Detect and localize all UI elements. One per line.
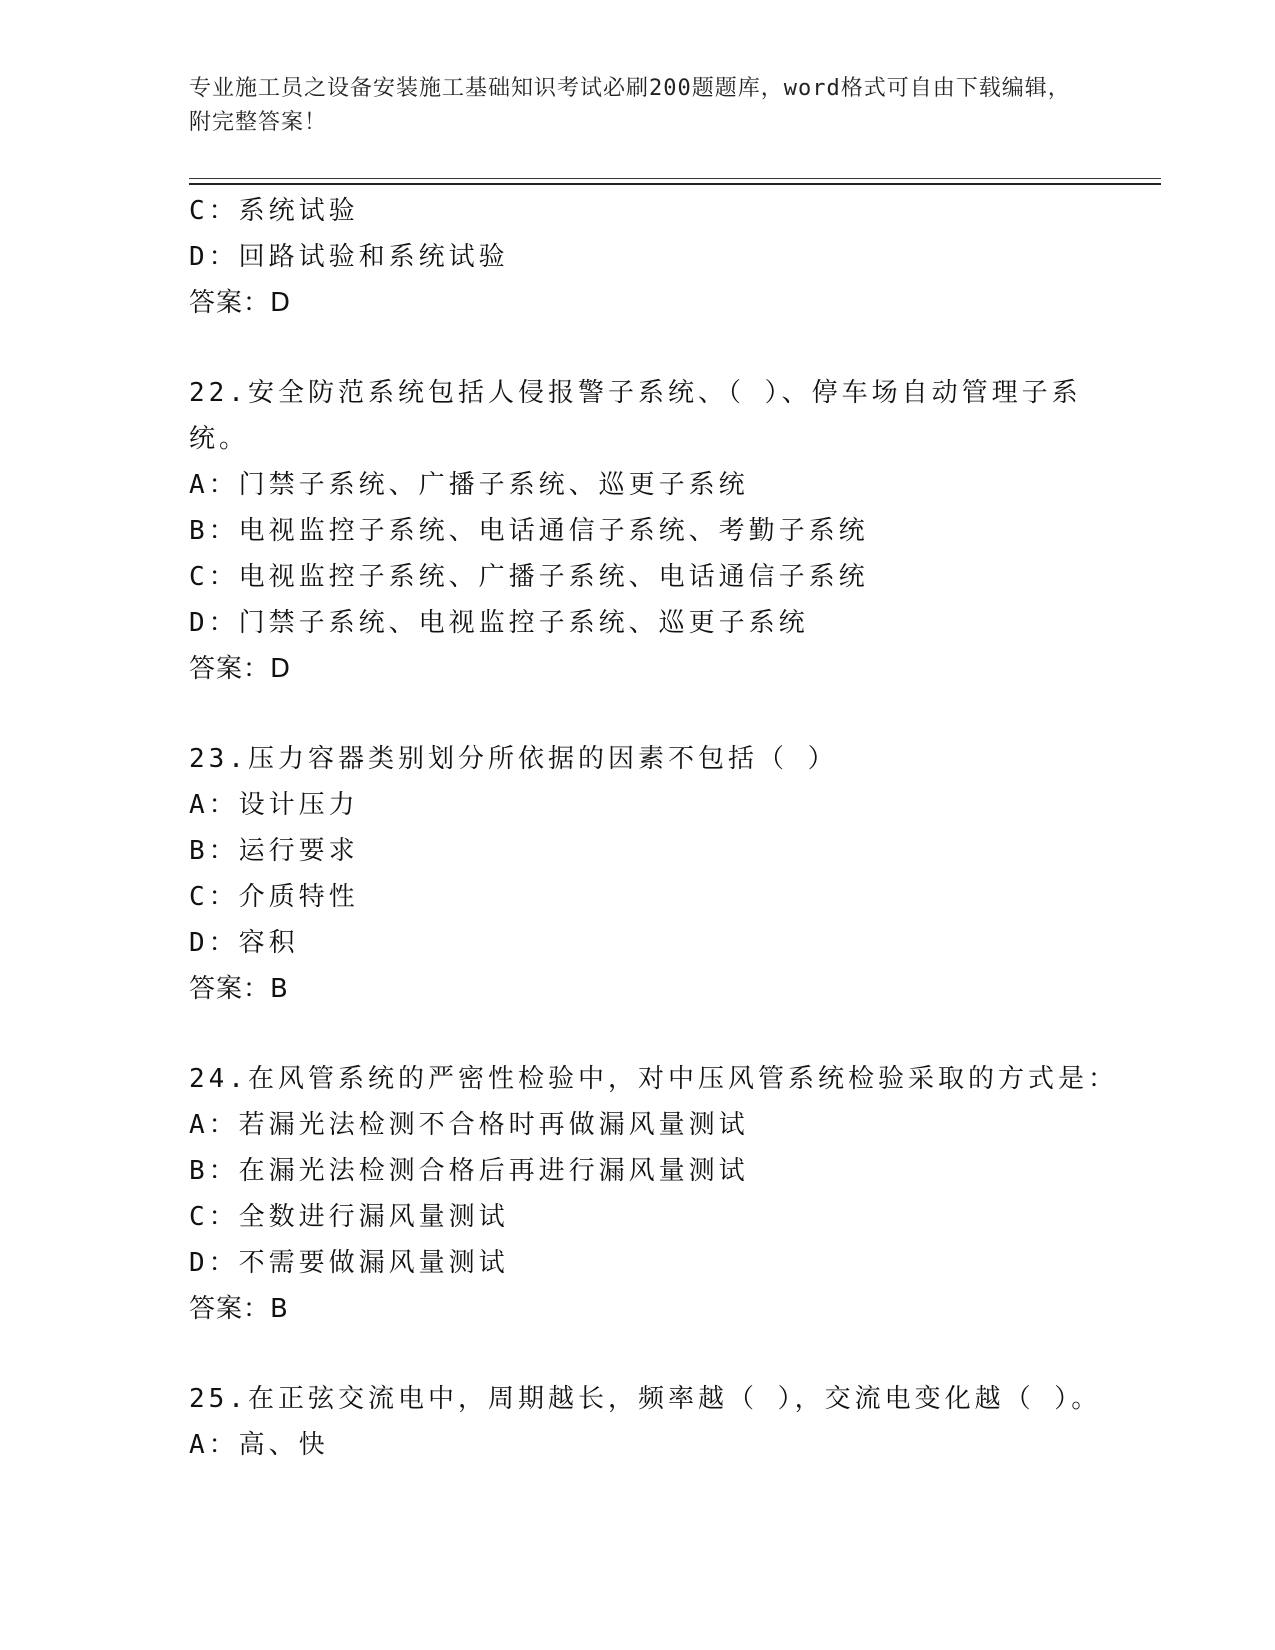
option-c: C：系统试验 bbox=[189, 196, 359, 226]
answer: 答案：B bbox=[189, 1294, 289, 1324]
question-gap bbox=[189, 1332, 1089, 1376]
option-d: D：门禁子系统、电视监控子系统、巡更子系统 bbox=[189, 608, 809, 638]
document-header: 专业施工员之设备安装施工基础知识考试必刷200题题库，word格式可自由下载编辑，附完整答案！ bbox=[189, 76, 1071, 135]
option-c: C：全数进行漏风量测试 bbox=[189, 1202, 509, 1232]
question-stem: 25.在正弦交流电中，周期越长，频率越（ ），交流电变化越（ ）。 bbox=[189, 1384, 1102, 1414]
question-stem: 23.压力容器类别划分所依据的因素不包括（ ） bbox=[189, 744, 838, 774]
option-c: C：电视监控子系统、广播子系统、电话通信子系统 bbox=[189, 562, 869, 592]
answer: 答案：D bbox=[189, 654, 292, 684]
option-d: D：回路试验和系统试验 bbox=[189, 242, 509, 272]
question-stem: 22.安全防范系统包括人侵报警子系统、（ ）、停车场自动管理子系统。 bbox=[189, 378, 1082, 454]
option-b: B：电视监控子系统、电话通信子系统、考勤子系统 bbox=[189, 516, 869, 546]
option-a: A：高、快 bbox=[189, 1430, 329, 1460]
header-divider-thick bbox=[189, 183, 1161, 185]
option-a: A：若漏光法检测不合格时再做漏风量测试 bbox=[189, 1110, 749, 1140]
question-gap bbox=[189, 326, 1089, 370]
option-b: B：运行要求 bbox=[189, 836, 359, 866]
option-d: D：不需要做漏风量测试 bbox=[189, 1248, 509, 1278]
question-gap bbox=[189, 1012, 1089, 1056]
option-b: B：在漏光法检测合格后再进行漏风量测试 bbox=[189, 1156, 749, 1186]
question-gap bbox=[189, 692, 1089, 736]
question-stem: 24.在风管系统的严密性检验中，对中压风管系统检验采取的方式是： bbox=[189, 1064, 1118, 1094]
option-c: C：介质特性 bbox=[189, 882, 359, 912]
header-divider bbox=[189, 178, 1161, 179]
option-a: A：门禁子系统、广播子系统、巡更子系统 bbox=[189, 470, 749, 500]
option-a: A：设计压力 bbox=[189, 790, 359, 820]
answer: 答案：D bbox=[189, 288, 292, 318]
option-d: D：容积 bbox=[189, 928, 299, 958]
answer: 答案：B bbox=[189, 974, 289, 1004]
question-list bbox=[189, 188, 1118, 1468]
